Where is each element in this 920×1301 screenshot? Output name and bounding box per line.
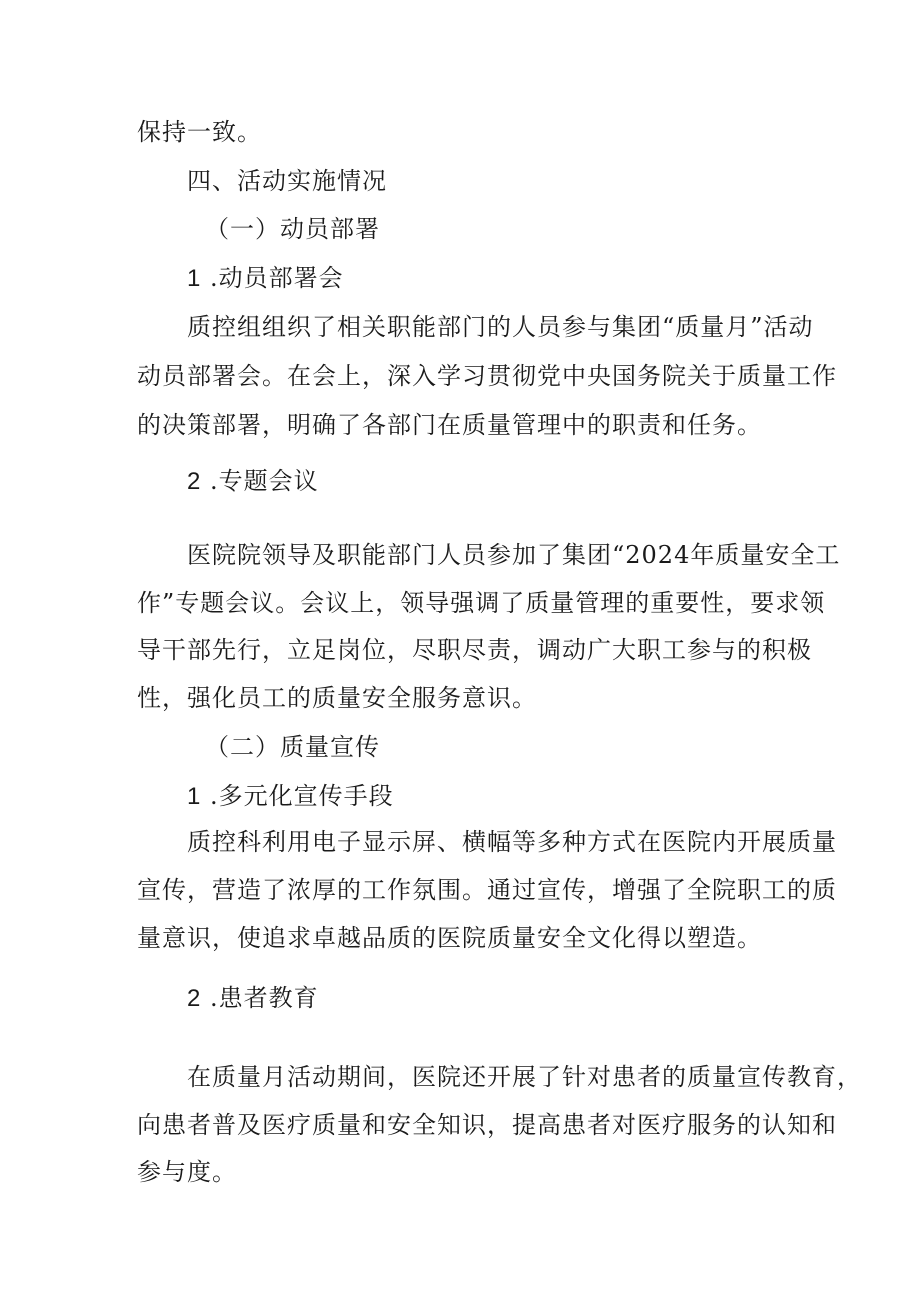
- paragraph-line: 作”专题会议。会议上，领导强调了质量管理的重要性，要求领: [137, 589, 826, 617]
- item-number: 1: [187, 265, 202, 292]
- paragraph-line: 质控组组织了相关职能部门的人员参与集团“质量月”活动: [187, 313, 814, 341]
- item-number: 2: [187, 985, 202, 1012]
- paragraph-line: 质控科利用电子显示屏、横幅等多种方式在医院内开展质量: [187, 828, 837, 856]
- paragraph-line: 量意识，使追求卓越品质的医院质量安全文化得以塑造。: [137, 924, 762, 952]
- item-title: .动员部署会: [210, 264, 344, 292]
- item-title: .患者教育: [210, 984, 319, 1012]
- item-heading-2-1: [187, 781, 394, 812]
- subsection-heading-1: （一）动员部署: [205, 215, 380, 243]
- section-heading: 四、活动实施情况: [187, 167, 387, 195]
- paragraph-line: 导干部先行，立足岗位，尽职尽责，调动广大职工参与的积极: [137, 636, 812, 664]
- item-title: .专题会议: [210, 467, 319, 495]
- paragraph-line: 向患者普及医疗质量和安全知识，提高患者对医疗服务的认知和: [137, 1111, 837, 1139]
- subsection-heading-2: （二）质量宣传: [205, 733, 380, 761]
- paragraph-line: 性，强化员工的质量安全服务意识。: [137, 684, 537, 712]
- paragraph-tail: 保持一致。: [137, 118, 262, 146]
- item-number: 1: [187, 783, 202, 810]
- paragraph-line: 在质量月活动期间，医院还开展了针对患者的质量宣传教育，: [187, 1063, 862, 1091]
- paragraph-line: 医院院领导及职能部门人员参加了集团“2024年质量安全工: [187, 541, 841, 569]
- item-heading-1-1: [187, 263, 344, 294]
- item-title: .多元化宣传手段: [210, 782, 394, 810]
- paragraph-line: 的决策部署，明确了各部门在质量管理中的职责和任务。: [137, 411, 762, 439]
- paragraph-line: 动员部署会。在会上，深入学习贯彻党中央国务院关于质量工作: [137, 362, 837, 390]
- paragraph-line: 参与度。: [137, 1158, 237, 1186]
- paragraph-line: 宣传，营造了浓厚的工作氛围。通过宣传，增强了全院职工的质: [137, 876, 837, 904]
- item-heading-1-2: [187, 466, 319, 497]
- item-heading-2-2: [187, 983, 319, 1014]
- item-number: 2: [187, 468, 202, 495]
